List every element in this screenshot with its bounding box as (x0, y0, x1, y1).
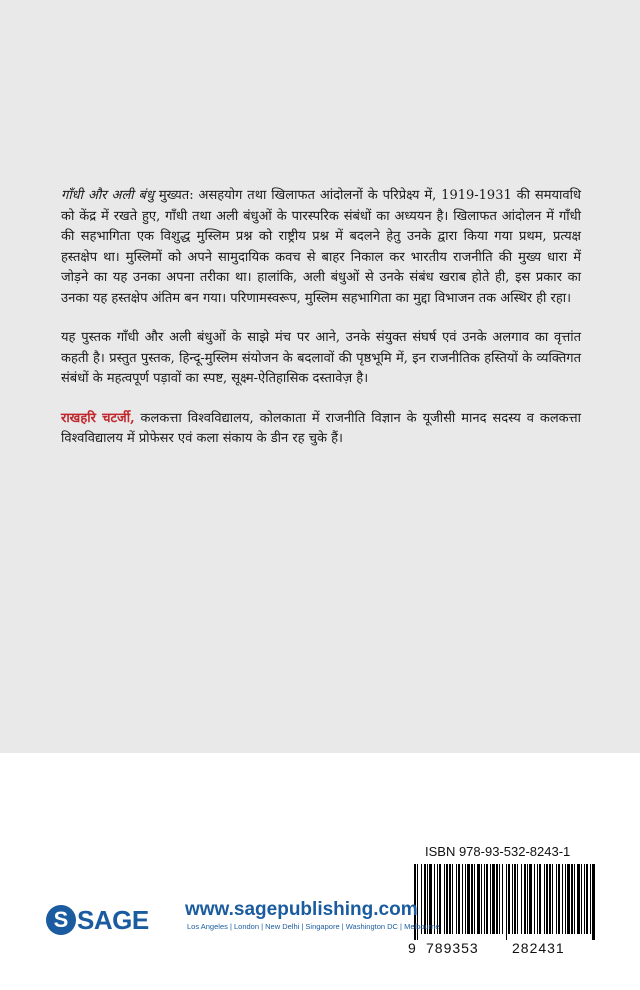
barcode-digits (408, 940, 604, 956)
publisher-info (185, 898, 440, 932)
barcode-bar (446, 864, 448, 934)
barcode-bar (449, 864, 451, 934)
sage-logo-word: SAGE (77, 904, 149, 935)
barcode-bar (467, 864, 470, 934)
barcode-bar (546, 864, 548, 934)
author-name: राखहरि चटर्जी, (61, 410, 135, 426)
barcode-bar (496, 864, 498, 934)
barcode-bar (502, 864, 503, 934)
barcode-bar (552, 864, 553, 934)
sage-logo (46, 900, 149, 940)
barcode-bar (452, 864, 453, 934)
barcode-group-1: 789353 (426, 940, 479, 956)
author-bio-text: कलकत्ता विश्वविद्यालय, कोलकाता में राजनीति विज्ञान के यूजीसी मानद सदस्य व कलकत्ता विश्वविद्यालय में प्रोफेसर एवं कला संकाय के डीन रह चुके हैं। (61, 410, 582, 446)
blurb-text (61, 186, 581, 469)
barcode-bar (506, 864, 507, 940)
barcode-bar (565, 864, 566, 934)
barcode-bar (477, 864, 480, 934)
barcode-bar (586, 864, 588, 934)
sage-logo-icon: S (46, 905, 76, 935)
barcode-bar (562, 864, 563, 934)
barcode-bar (499, 864, 500, 934)
barcode-bar (484, 864, 485, 934)
barcode-bar (558, 864, 560, 934)
barcode-bar (508, 864, 510, 934)
barcode-bar (537, 864, 538, 934)
barcode-bar (456, 864, 457, 934)
barcode-bar (590, 864, 591, 934)
barcode-bar (481, 864, 482, 934)
barcode-bar (517, 864, 518, 934)
blurb-paragraph-2: यह पुस्तक गाँधी और अली बंधुओं के साझे मंच पर आने, उनके संयुक्त संघर्ष एवं उनके अलगाव का वृत्तांत कहती है। प्रस्तुत पुस्तक, हिन्दू-मुस्लिम संयोजन के बदलावों की पृष्ठभूमि में, इन राजनीतिक हस्तियों के व्यक्तिगत संबंधों के महत्वपूर्ण पड़ावों का स्पष्ट, सूक्ष्म-ऐतिहासिक दस्तावेज़ है। (61, 330, 581, 386)
barcode-bar (534, 864, 535, 934)
barcode-bar (592, 864, 595, 940)
barcode-bar (512, 864, 513, 934)
barcode-bar (524, 864, 526, 934)
barcode-bar (581, 864, 582, 934)
blurb-paragraph-1 (61, 186, 581, 309)
book-title-italic: गाँधी और अली बंधु (61, 188, 154, 203)
publisher-url[interactable]: www.sagepublishing.com (185, 899, 418, 920)
barcode-bar (556, 864, 557, 934)
barcode-bar (574, 864, 575, 934)
author-bio (61, 409, 581, 450)
barcode-group-2: 282431 (512, 940, 565, 956)
barcode-bar (539, 864, 541, 934)
barcode-bar (444, 864, 445, 934)
barcode-bar (474, 864, 475, 934)
barcode-bar (465, 864, 466, 934)
barcode-bar (462, 864, 463, 934)
barcode-bar (567, 864, 570, 934)
isbn-label: ISBN 978-93-532-8243-1 (425, 844, 571, 859)
barcode-bar (514, 864, 516, 934)
barcode-bar (490, 864, 491, 934)
barcode-lead-digit: 9 (408, 940, 417, 956)
barcode-bar (584, 864, 585, 934)
blurb-paragraph-1-body: मुख्यत: असहयोग तथा खिलाफत आंदोलनों के परिप्रेक्ष्य में, 1919-1931 की समयावधि को केंद्र में रखते हुए, गाँधी तथा अली बंधुओं के पारस्परिक संबंधों का अध्ययन है। खिलाफत आंदोलन में गाँधी की सहभागिता एक विशुद्ध मुस्लिम प्रश्न को राष्ट्रीय प्रश्न में बदलने हेतु उनके द्वारा किया गया प्रथम, प्रत्यक्ष हस्तक्षेप था। मुस्लिमों को अपने सामुदायिक कवच से बाहर निकाल कर भारतीय राजनीति की मुख्य धारा में जोड़ने का यह उनका अपना तरीका था। हालांकि, अली बंधुओं से उनके संबंध खराब होते ही, इस प्रकार का उनका यह हस्तक्षेप अंतिम बन गया। परिणामस्वरूप, मुस्लिम सहभागिता का मुद्दा विभाजन तक अस्थिर ही रहा। (61, 188, 581, 306)
publisher-cities: Los Angeles | London | New Delhi | Singapore | Washington DC | Melbourne (187, 922, 440, 931)
barcode-bar (471, 864, 473, 934)
barcode-bar (527, 864, 528, 934)
barcode-bar (544, 864, 545, 934)
barcode-bar (486, 864, 488, 934)
barcode-bar (549, 864, 551, 934)
barcode-bar (577, 864, 580, 934)
barcode-bar (458, 864, 460, 934)
barcode-bar (571, 864, 573, 934)
barcode-bar (521, 864, 522, 934)
barcode-bar (492, 864, 495, 934)
barcode-bar (529, 864, 532, 934)
